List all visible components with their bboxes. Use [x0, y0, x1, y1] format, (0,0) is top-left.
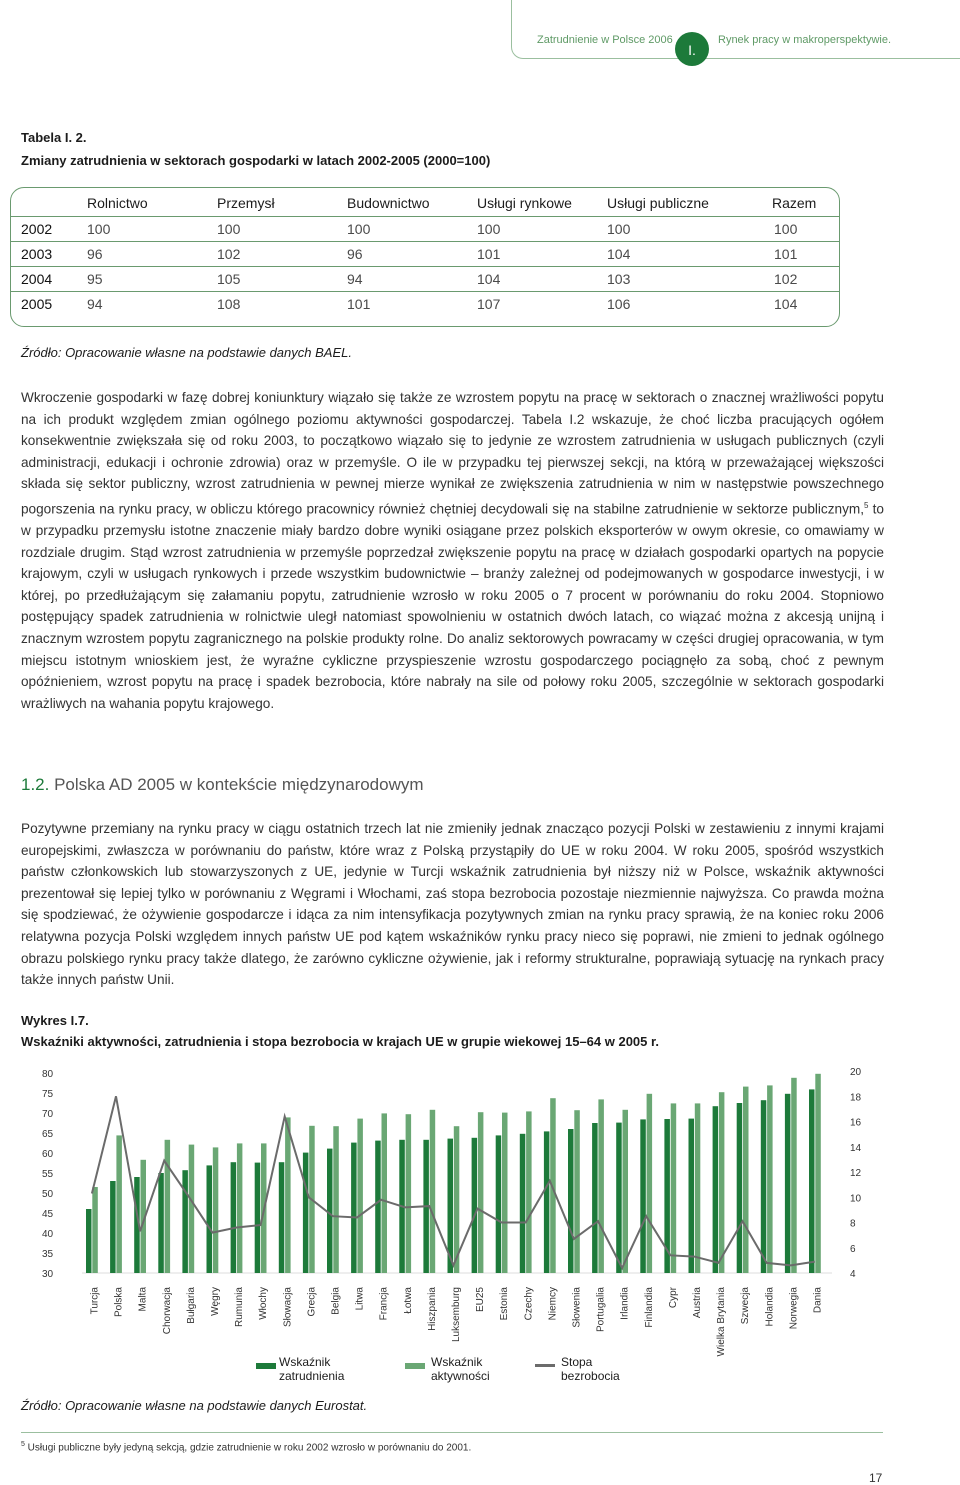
bar-employment	[544, 1131, 550, 1273]
bar-employment	[640, 1119, 646, 1273]
table-cell: 104	[477, 271, 501, 287]
bar-activity	[598, 1099, 604, 1273]
category-tick-label: Wielka Brytania	[716, 1287, 728, 1357]
table-label: Tabela I. 2.	[21, 130, 87, 145]
bar-activity	[671, 1103, 677, 1273]
left-axis-tick-label: 75	[42, 1089, 54, 1100]
category-tick-label: Luksemburg	[451, 1287, 462, 1343]
table-cell: 96	[87, 246, 103, 262]
right-axis-tick-label: 6	[850, 1243, 856, 1255]
left-axis-tick-label: 80	[42, 1069, 54, 1080]
bar-activity	[647, 1094, 653, 1273]
section-number: 1.2.	[21, 775, 50, 794]
bar-activity	[767, 1085, 773, 1273]
footnote-divider	[21, 1432, 883, 1433]
bar-employment	[303, 1153, 309, 1273]
category-tick-label: Francja	[378, 1287, 390, 1321]
category-tick-label: Grecja	[306, 1287, 318, 1317]
legend-label-employment: Wskaźnik zatrudnienia	[279, 1355, 345, 1383]
bar-employment	[110, 1181, 116, 1273]
bar-employment	[207, 1165, 213, 1273]
bar-activity	[92, 1187, 98, 1273]
right-axis-tick-label: 18	[850, 1092, 862, 1104]
bar-employment	[689, 1119, 695, 1273]
category-tick-label: Niemcy	[547, 1287, 559, 1321]
body-paragraph	[21, 387, 884, 714]
row-divider	[10, 241, 840, 242]
table-cell: 94	[347, 271, 363, 287]
bar-employment	[86, 1209, 92, 1273]
category-tick-label: Turcja	[89, 1287, 101, 1315]
bar-activity	[333, 1126, 339, 1273]
bar-employment	[496, 1135, 502, 1273]
bar-employment	[255, 1163, 261, 1273]
bar-employment	[568, 1129, 574, 1273]
table-cell: 108	[217, 296, 241, 312]
bar-activity	[116, 1135, 122, 1273]
category-tick-label: Portugalia	[595, 1287, 607, 1333]
bar-activity	[406, 1114, 412, 1273]
bar-activity	[526, 1111, 532, 1273]
category-tick-label: Irlandia	[619, 1287, 631, 1320]
column-header: Razem	[772, 195, 817, 211]
left-axis-tick-label: 70	[42, 1109, 54, 1120]
row-year: 2002	[21, 221, 53, 237]
table-cell: 101	[477, 246, 501, 262]
right-axis-tick-label: 12	[850, 1168, 862, 1179]
bar-activity	[189, 1145, 195, 1273]
table-cell: 100	[217, 221, 241, 237]
category-tick-label: Finlandia	[643, 1287, 655, 1328]
left-axis-tick-label: 35	[42, 1249, 54, 1260]
table-source: Źródło: Opracowanie własne na podstawie danych BAEL.	[21, 345, 352, 360]
category-tick-label: Słowenia	[571, 1287, 583, 1328]
category-tick-label: Włochy	[258, 1287, 270, 1320]
table-cell: 107	[477, 296, 501, 312]
left-axis-tick-label: 55	[42, 1169, 54, 1180]
column-header: Rolnictwo	[87, 195, 148, 211]
chapter-badge: I.	[675, 32, 709, 66]
bar-activity	[285, 1117, 291, 1273]
bar-activity	[791, 1078, 797, 1273]
footnote-ref: 5	[863, 500, 869, 510]
row-year: 2005	[21, 296, 53, 312]
bar-line-chart	[0, 1058, 960, 1398]
chart-label: Wykres I.7.	[21, 1013, 89, 1028]
category-tick-label: Hiszpania	[426, 1287, 438, 1331]
category-tick-label: Szwecja	[740, 1287, 752, 1325]
bar-activity	[719, 1092, 725, 1273]
bar-employment	[375, 1141, 381, 1273]
bar-employment	[182, 1170, 188, 1273]
legend-swatch-unemployment	[535, 1364, 555, 1367]
table-cell: 95	[87, 271, 103, 287]
table-cell: 101	[774, 246, 798, 262]
table-cell: 105	[217, 271, 241, 287]
bar-employment	[592, 1123, 598, 1273]
footnote	[21, 1441, 471, 1453]
bar-employment	[737, 1103, 743, 1273]
bar-activity	[815, 1074, 821, 1273]
right-axis-tick-label: 8	[850, 1218, 856, 1230]
table-cell: 101	[347, 296, 371, 312]
bar-activity	[623, 1110, 629, 1273]
bar-activity	[502, 1113, 508, 1273]
bar-activity	[213, 1147, 219, 1273]
column-header: Przemysł	[217, 195, 275, 211]
row-year: 2004	[21, 271, 53, 287]
column-header: Usługi rynkowe	[477, 195, 572, 211]
bar-activity	[382, 1113, 388, 1273]
bar-employment	[616, 1123, 622, 1273]
category-tick-label: Czechy	[523, 1287, 535, 1321]
column-header: Budownictwo	[347, 195, 430, 211]
chart-title: Wskaźniki aktywności, zatrudnienia i stopa bezrobocia w krajach UE w grupie wiekowej 15–64 w 2005 r.	[21, 1034, 659, 1049]
category-tick-label: Węgry	[210, 1287, 221, 1316]
bar-employment	[761, 1100, 767, 1273]
row-divider	[10, 291, 840, 292]
right-axis-tick-label: 20	[850, 1067, 862, 1078]
category-tick-label: Estonia	[499, 1287, 511, 1321]
category-tick-label: Norwegia	[788, 1287, 800, 1330]
category-tick-label: Łotwa	[402, 1287, 414, 1314]
bar-activity	[165, 1140, 171, 1273]
bar-activity	[695, 1103, 701, 1273]
category-tick-label: Słowacja	[282, 1287, 294, 1328]
line-unemployment	[92, 1096, 815, 1268]
table-cell: 104	[774, 296, 798, 312]
table-header-divider	[10, 216, 840, 217]
category-tick-label: Malta	[137, 1287, 149, 1312]
table-cell: 100	[477, 221, 501, 237]
bar-activity	[357, 1119, 363, 1273]
bar-employment	[327, 1149, 333, 1273]
table-cell: 100	[87, 221, 111, 237]
bar-employment	[520, 1134, 526, 1273]
right-axis-tick-label: 10	[850, 1193, 862, 1205]
table-cell: 100	[774, 221, 798, 237]
table-cell: 100	[347, 221, 371, 237]
bar-employment	[472, 1138, 478, 1273]
table-cell: 104	[607, 246, 631, 262]
bar-activity	[574, 1110, 580, 1273]
legend-swatch-activity	[405, 1363, 425, 1369]
table-cell: 100	[607, 221, 631, 237]
category-tick-label: Polska	[113, 1287, 125, 1318]
category-tick-label: Belgia	[330, 1287, 342, 1315]
category-tick-label: Litwa	[354, 1287, 366, 1311]
category-tick-label: Bułgaria	[185, 1287, 197, 1324]
table-cell: 96	[347, 246, 363, 262]
table-title: Zmiany zatrudnienia w sektorach gospodarki w latach 2002-2005 (2000=100)	[21, 153, 491, 168]
running-header-chapter: Rynek pracy w makroperspektywie.	[718, 34, 892, 46]
footnote-text: Usługi publiczne były jedyną sekcją, gdzie zatrudnienie w roku 2002 wzrosło w porównaniu do 2001.	[24, 1442, 472, 1454]
paragraph-text: Wkroczenie gospodarki w fazę dobrej koniunktury wiązało się także ze wzrostem popytu na pracę w sektorach o znacznej wrażliwości popytu na ich produkt względem zmian ogólnego poziomu aktywności gospodarczej. Tabela I.2 wskazuje, że choć liczba pracujących ogółem konsekwentnie zwiększała się od roku 2003, to początkowo wiązało się to jedynie ze wzrostem zatrudnienia w usługach publicznych (czyli administracji, edukacji i ochronie zdrowia) oraz w przemyśle. O ile w przypadku tej pierwszej sekcji, na którą w przeważającej większości składa się sektor publiczny, wzrost zatrudnienia w pewnej mierze wynikał ze zwiększenia zatrudnienia w nim w następstwie powszechnego pogorszenia na rynku pracy, w obliczu którego pracownicy również chętniej decydowali się na stabilne zatrudnienie w sektorze publicznym,	[21, 390, 884, 517]
category-tick-label: Holandia	[764, 1287, 776, 1327]
left-axis-tick-label: 60	[42, 1149, 54, 1160]
left-axis-tick-label: 65	[42, 1129, 54, 1140]
section-heading	[21, 775, 424, 795]
table-cell: 102	[217, 246, 241, 262]
table-cell: 102	[774, 271, 798, 287]
left-axis-tick-label: 40	[42, 1229, 54, 1240]
left-axis-tick-label: 30	[42, 1269, 54, 1280]
bar-employment	[158, 1173, 164, 1273]
column-header: Usługi publiczne	[607, 195, 709, 211]
bar-activity	[743, 1087, 749, 1273]
bar-employment	[809, 1089, 815, 1273]
table-cell: 94	[87, 296, 103, 312]
category-tick-label: Dania	[812, 1287, 824, 1314]
legend-label-unemployment: Stopa bezrobocia	[561, 1355, 620, 1383]
bar-employment	[713, 1106, 719, 1273]
legend-swatch-employment	[256, 1363, 276, 1369]
category-tick-label: EU25	[475, 1287, 487, 1313]
page-number: 17	[869, 1471, 883, 1485]
bar-employment	[231, 1162, 237, 1273]
paragraph-text: to w przypadku przemysłu istotne znaczenie miały bardzo dobre wyniki osiągane przez polskich eksporterów w owym okresie, co omawiamy w rozdziale drugim. Stąd wzrost zatrudnienia w przemyśle poprzedzał zwiększenie popytu na pracę w działach gospodarki opartych na popycie krajowym, czyli w usługach rynkowych i przede wszystkim budownictwie – branży zależnej od podejmowanych w gospodarce inwestycji, i w której, po przedłużającym się załamaniu popytu, zatrudnienie wzrosło w roku 2005 o 7 procent w porównaniu do roku 2004. Stopniowo postępujący spadek zatrudnienia w rolnictwie uległ natomiast spowolnieniu w ostatnich dwóch latach, co wiązać można z akcesją unijną i znacznym wzrostem popytu zagranicznego na polskie produkty rolne. Do analiz sektorowych powracamy w części drugiej opracowania, w tym miejscu istotnym wnioskiem jest, że wyraźne cykliczne przyspieszenie wzrostu gospodarczego pociągnęło za sobą, choć z pewnym opóźnieniem, wzrost popytu na pracę i spadek bezrobocia, które nabrały na sile od połowy roku 2005, szczególnie w sektorach gospodarki wrażliwych na wahania popytu krajowego.	[21, 501, 884, 711]
category-tick-label: Austria	[692, 1287, 703, 1319]
body-paragraph: Pozytywne przemiany na rynku pracy w ciągu ostatnich trzech lat nie zmieniły jednak znacząco pozycji Polski w zestawieniu z innymi krajami europejskimi, zwłaszcza w porównaniu do państw, które wraz z Polską przystąpiły do UE w roku 2004. W roku 2005, spośród wszystkich państw członkowskich lub stowarzyszonych z UE, jedynie w Turcji wskaźnik zatrudnienia był niższy niż w Polsce, wskaźnik aktywności prezentował się lepiej tylko w porównaniu z Węgrami i Włochami, zaś stopa bezrobocia pozostaje niezmiennie najwyższa. Co prawda można się spodziewać, że ożywienie gospodarcze i idąca za nim intensyfikacja pozytywnych zmian na rynku pracy sprawią, że na koniec roku 2006 relatywna pozycja Polski względem innych państw UE pod kątem wskaźników rynku pracy nieco się poprawi, nie zmieni to jednak ogólnego obrazu polskiego rynku pracy także dlatego, że zarówno cykliczne ożywienie, jak i reformy strukturalne, poprawiają sytuację na rynkach pracy także innych państw Unii.	[21, 821, 884, 988]
category-tick-label: Cypr	[667, 1287, 679, 1309]
legend-label-activity: Wskaźnik aktywności	[431, 1355, 490, 1383]
chart-source: Źródło: Opracowanie własne na podstawie danych Eurostat.	[21, 1398, 368, 1413]
left-axis-tick-label: 50	[42, 1189, 54, 1200]
bar-activity	[237, 1143, 243, 1273]
row-year: 2003	[21, 246, 53, 262]
table-cell: 103	[607, 271, 631, 287]
category-tick-label: Chorwacja	[161, 1287, 173, 1335]
bar-activity	[478, 1112, 484, 1273]
header-frame	[511, 0, 960, 59]
right-axis-tick-label: 14	[850, 1142, 862, 1154]
category-tick-label: Rumunia	[234, 1287, 246, 1328]
bar-employment	[279, 1162, 285, 1273]
running-header-title: Zatrudnienie w Polsce 2006	[537, 34, 673, 46]
section-title: Polska AD 2005 w kontekście międzynarodowym	[49, 775, 424, 794]
row-divider	[10, 266, 840, 267]
table-cell: 106	[607, 296, 631, 312]
right-axis-tick-label: 16	[850, 1117, 862, 1129]
bar-employment	[785, 1094, 791, 1273]
left-axis-tick-label: 45	[42, 1209, 54, 1220]
right-axis-tick-label: 4	[850, 1269, 856, 1280]
bar-employment	[351, 1143, 357, 1273]
footnote-number: 5	[21, 1441, 25, 1448]
bar-activity	[430, 1110, 436, 1273]
